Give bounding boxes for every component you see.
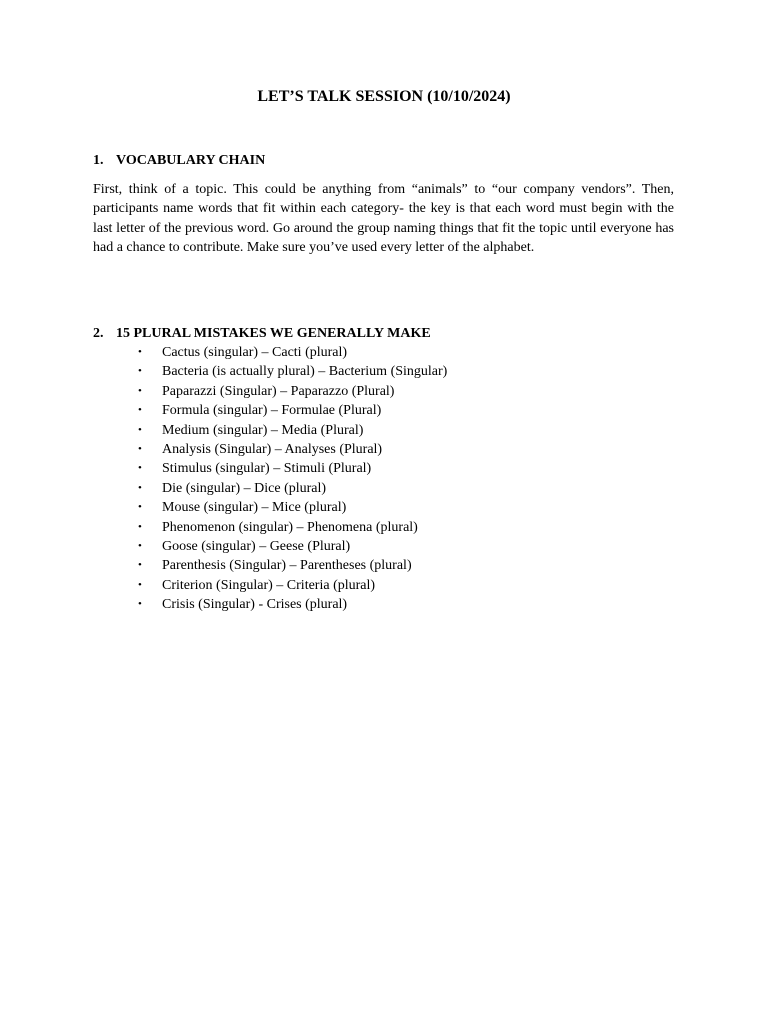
list-item xyxy=(93,595,674,614)
bullet-icon: • xyxy=(138,481,142,494)
bullet-icon: • xyxy=(138,520,142,533)
list-item xyxy=(93,401,674,420)
bullet-icon: • xyxy=(138,462,142,475)
list-item-text: Stimulus (singular) – Stimuli (Plural) xyxy=(162,461,372,477)
list-item-text: Mouse (singular) – Mice (plural) xyxy=(162,500,347,516)
list-item xyxy=(93,440,674,459)
section-heading-vocabulary-chain xyxy=(93,152,265,170)
list-item xyxy=(93,498,674,517)
section-heading-plural-mistakes xyxy=(93,325,431,343)
bullet-icon: • xyxy=(138,539,142,552)
page-title: LET’S TALK SESSION (10/10/2024) xyxy=(257,88,511,105)
list-item xyxy=(93,537,674,556)
bullet-icon: • xyxy=(138,423,142,436)
list-item-text: Phenomenon (singular) – Phenomena (plural) xyxy=(162,519,418,535)
section-title: 15 PLURAL MISTAKES WE GENERALLY MAKE xyxy=(116,326,431,341)
section-title: VOCABULARY CHAIN xyxy=(116,153,266,168)
list-item xyxy=(93,459,674,478)
list-item-text: Analysis (Singular) – Analyses (Plural) xyxy=(162,441,383,457)
list-item xyxy=(93,576,674,595)
bullet-icon: • xyxy=(138,365,142,378)
section-number: 2. xyxy=(93,326,104,341)
plural-mistakes-list xyxy=(93,343,674,614)
list-item xyxy=(93,343,674,362)
bullet-icon: • xyxy=(138,559,142,572)
list-item-text: Goose (singular) – Geese (Plural) xyxy=(162,538,351,554)
bullet-icon: • xyxy=(138,346,142,358)
list-item-text: Medium (singular) – Media (Plural) xyxy=(162,422,364,438)
list-item-text: Die (singular) – Dice (plural) xyxy=(162,480,327,496)
list-item xyxy=(93,556,674,575)
list-item-text: Bacteria (is actually plural) – Bacterium (Singular) xyxy=(162,364,448,380)
bullet-icon: • xyxy=(138,501,142,514)
list-item xyxy=(93,362,674,381)
section-number: 1. xyxy=(93,153,104,168)
list-item-text: Formula (singular) – Formulae (Plural) xyxy=(162,403,382,419)
list-item-text: Criterion (Singular) – Criteria (plural) xyxy=(162,577,376,593)
bullet-icon: • xyxy=(138,404,142,417)
bullet-icon: • xyxy=(138,598,142,611)
list-item xyxy=(93,421,674,440)
list-item-text: Crisis (Singular) - Crises (plural) xyxy=(162,597,348,613)
list-item xyxy=(93,382,674,401)
bullet-icon: • xyxy=(138,442,142,455)
list-item-text: Parenthesis (Singular) – Parentheses (plural) xyxy=(162,558,412,574)
vocabulary-chain-paragraph: First, think of a topic. This could be anything from “animals” to “our company vendors”. Then, participants name words that fit within each category- the key is that each word must begin with the last letter of the previous word. Go around the group naming things that fit the topic until everyone has had a chance to contribute. Make sure you’ve used every letter of the alphabet. xyxy=(93,182,674,256)
bullet-icon: • xyxy=(138,578,142,591)
list-item xyxy=(93,479,674,498)
list-item-text: Paparazzi (Singular) – Paparazzo (Plural) xyxy=(162,383,395,399)
bullet-icon: • xyxy=(138,384,142,397)
list-item xyxy=(93,518,674,537)
list-item-text: Cactus (singular) – Cacti (plural) xyxy=(162,345,348,360)
